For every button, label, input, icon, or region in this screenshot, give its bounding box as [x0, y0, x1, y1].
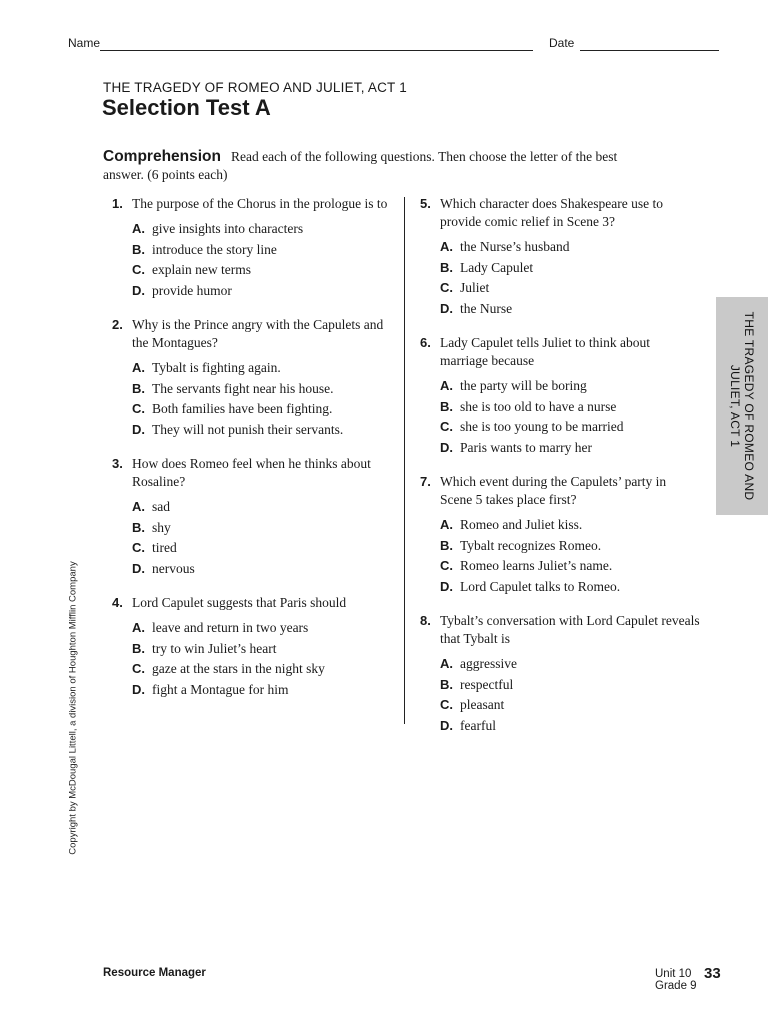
name-line — [100, 50, 533, 51]
question — [420, 195, 700, 319]
date-line — [580, 50, 719, 51]
question — [420, 473, 700, 597]
choice-letter: D. — [440, 439, 453, 455]
answer-choice — [440, 675, 700, 696]
answer-choice — [440, 716, 700, 737]
question-stem — [420, 612, 700, 648]
instructions — [103, 148, 643, 184]
answer-choice — [132, 281, 402, 302]
question-stem — [420, 473, 700, 509]
choice-letter: C. — [440, 558, 453, 574]
answer-choice — [440, 695, 700, 716]
choice-text: The servants fight near his house. — [152, 380, 334, 396]
choice-letter: A. — [440, 656, 453, 672]
answer-choice — [440, 237, 700, 258]
question-text: How does Romeo feel when he thinks about Rosaline? — [132, 456, 371, 489]
choice-text: Romeo learns Juliet’s name. — [460, 558, 613, 574]
answer-choice — [440, 376, 700, 397]
answer-choice — [132, 680, 402, 701]
choice-text: give insights into characters — [152, 221, 304, 237]
choice-text: sad — [152, 499, 170, 515]
choice-text: Both families have been fighting. — [152, 401, 333, 417]
answer-choice — [440, 577, 700, 598]
answer-choices — [420, 237, 700, 319]
answer-choice — [132, 618, 402, 639]
choice-letter: A. — [440, 378, 453, 394]
question — [420, 334, 700, 458]
footer-grade: Grade 9 — [655, 980, 697, 992]
question-stem — [112, 316, 402, 352]
answer-choice — [440, 417, 700, 438]
choice-text: fight a Montague for him — [152, 681, 289, 697]
choice-letter: B. — [440, 537, 453, 553]
choice-letter: C. — [440, 697, 453, 713]
answer-choice — [440, 299, 700, 320]
choice-text: provide humor — [152, 282, 232, 298]
choice-letter: A. — [132, 360, 145, 376]
page-number: 33 — [704, 965, 721, 982]
choice-text: she is too young to be married — [460, 419, 624, 435]
choice-text: Tybalt recognizes Romeo. — [460, 537, 602, 553]
answer-choices — [420, 654, 700, 736]
question-number: 8. — [420, 613, 431, 628]
answer-choice — [132, 420, 402, 441]
choice-letter: C. — [440, 280, 453, 296]
choice-letter: B. — [132, 519, 145, 535]
choice-letter: A. — [132, 499, 145, 515]
question-number: 1. — [112, 196, 123, 211]
choice-letter: C. — [440, 419, 453, 435]
answer-choice — [132, 639, 402, 660]
question — [112, 594, 402, 700]
answer-choices — [112, 618, 402, 700]
selection-subtitle: THE TRAGEDY OF ROMEO AND JULIET, ACT 1 — [103, 80, 407, 95]
question-number: 6. — [420, 335, 431, 350]
answer-choice — [440, 654, 700, 675]
choice-letter: B. — [132, 241, 145, 257]
question-number: 2. — [112, 317, 123, 332]
question — [112, 455, 402, 579]
question-stem — [112, 594, 402, 612]
question-number: 5. — [420, 196, 431, 211]
choice-letter: B. — [440, 398, 453, 414]
answer-choice — [132, 240, 402, 261]
answer-choice — [440, 556, 700, 577]
choice-letter: C. — [132, 661, 145, 677]
answer-choices — [112, 219, 402, 301]
answer-choice — [132, 260, 402, 281]
answer-choice — [132, 219, 402, 240]
answer-choice — [132, 379, 402, 400]
answer-choices — [420, 515, 700, 597]
choice-text: she is too old to have a nurse — [460, 398, 617, 414]
answer-choice — [132, 518, 402, 539]
answer-choices — [112, 497, 402, 579]
name-label: Name — [68, 36, 101, 50]
answer-choice — [132, 538, 402, 559]
question-text: The purpose of the Chorus in the prologue is to — [132, 196, 388, 211]
question — [112, 195, 402, 301]
choice-letter: D. — [132, 681, 145, 697]
answer-choice — [440, 438, 700, 459]
choice-text: the Nurse’s husband — [460, 239, 570, 255]
date-label: Date — [549, 36, 575, 50]
question-number: 4. — [112, 595, 123, 610]
question-text: Lord Capulet suggests that Paris should — [132, 595, 347, 610]
choice-text: Romeo and Juliet kiss. — [460, 517, 583, 533]
answer-choice — [132, 559, 402, 580]
page-title: Selection Test A — [102, 95, 271, 120]
choice-text: tired — [152, 540, 177, 556]
choice-text: try to win Juliet’s heart — [152, 640, 277, 656]
answer-choice — [132, 399, 402, 420]
footer-resource-manager: Resource Manager — [103, 967, 206, 979]
choice-letter: B. — [132, 640, 145, 656]
choice-letter: D. — [132, 560, 145, 576]
choice-letter: C. — [132, 540, 145, 556]
question-text: Which event during the Capulets’ party in Scene 5 takes place first? — [440, 474, 667, 507]
section-heading: Comprehension — [103, 148, 221, 165]
question-stem — [112, 195, 402, 213]
choice-text: fearful — [460, 717, 496, 733]
choice-text: explain new terms — [152, 262, 251, 278]
choice-text: Tybalt is fighting again. — [152, 360, 281, 376]
choice-letter: A. — [132, 620, 145, 636]
choice-letter: B. — [440, 259, 453, 275]
question — [420, 612, 700, 736]
choice-letter: D. — [440, 300, 453, 316]
choice-letter: D. — [440, 578, 453, 594]
choice-letter: A. — [440, 239, 453, 255]
questions-left-column — [112, 195, 402, 715]
question-text: Tybalt’s conversation with Lord Capulet reveals that Tybalt is — [440, 613, 700, 646]
choice-text: leave and return in two years — [152, 620, 309, 636]
questions-right-column — [420, 195, 700, 751]
answer-choice — [440, 278, 700, 299]
side-tab-label: THE TRAGEDY OF ROMEO AND JULIET, ACT 1 — [728, 311, 756, 501]
answer-choice — [440, 258, 700, 279]
answer-choice — [440, 536, 700, 557]
question-text: Which character does Shakespeare use to provide comic relief in Scene 3? — [440, 196, 664, 229]
question-text: Lady Capulet tells Juliet to think about marriage because — [440, 335, 650, 368]
choice-text: aggressive — [460, 656, 517, 672]
footer-unit: Unit 10 — [655, 968, 692, 980]
choice-letter: D. — [132, 421, 145, 437]
choice-text: pleasant — [460, 697, 505, 713]
choice-text: the Nurse — [460, 300, 513, 316]
question-number: 3. — [112, 456, 123, 471]
choice-text: They will not punish their servants. — [152, 421, 344, 437]
choice-letter: C. — [132, 262, 145, 278]
answer-choice — [440, 397, 700, 418]
column-divider — [404, 197, 405, 724]
choice-text: the party will be boring — [460, 378, 587, 394]
choice-letter: B. — [132, 380, 145, 396]
question-stem — [420, 334, 700, 370]
answer-choices — [112, 358, 402, 440]
question-stem — [420, 195, 700, 231]
choice-letter: A. — [440, 517, 453, 533]
answer-choices — [420, 376, 700, 458]
choice-letter: D. — [132, 282, 145, 298]
choice-letter: C. — [132, 401, 145, 417]
choice-text: nervous — [152, 560, 195, 576]
choice-letter: D. — [440, 717, 453, 733]
choice-text: respectful — [460, 676, 514, 692]
answer-choice — [440, 515, 700, 536]
choice-text: introduce the story line — [152, 241, 277, 257]
choice-letter: A. — [132, 221, 145, 237]
footer-unit-grade — [655, 968, 697, 992]
choice-text: Lord Capulet talks to Romeo. — [460, 578, 621, 594]
instructions-text: Read each of the following questions. Then choose the letter of the best answer. (6 points each) — [103, 149, 618, 182]
choice-text: gaze at the stars in the night sky — [152, 661, 325, 677]
choice-text: Paris wants to marry her — [460, 439, 592, 455]
question-number: 7. — [420, 474, 431, 489]
answer-choice — [132, 659, 402, 680]
answer-choice — [132, 497, 402, 518]
question — [112, 316, 402, 440]
copyright-notice: Copyright by McDougal Littell, a division of Houghton Mifflin Company — [67, 561, 79, 855]
choice-text: shy — [152, 519, 171, 535]
question-text: Why is the Prince angry with the Capulets and the Montagues? — [132, 317, 384, 350]
answer-choice — [132, 358, 402, 379]
choice-text: Lady Capulet — [460, 259, 534, 275]
choice-letter: B. — [440, 676, 453, 692]
choice-text: Juliet — [460, 280, 490, 296]
question-stem — [112, 455, 402, 491]
